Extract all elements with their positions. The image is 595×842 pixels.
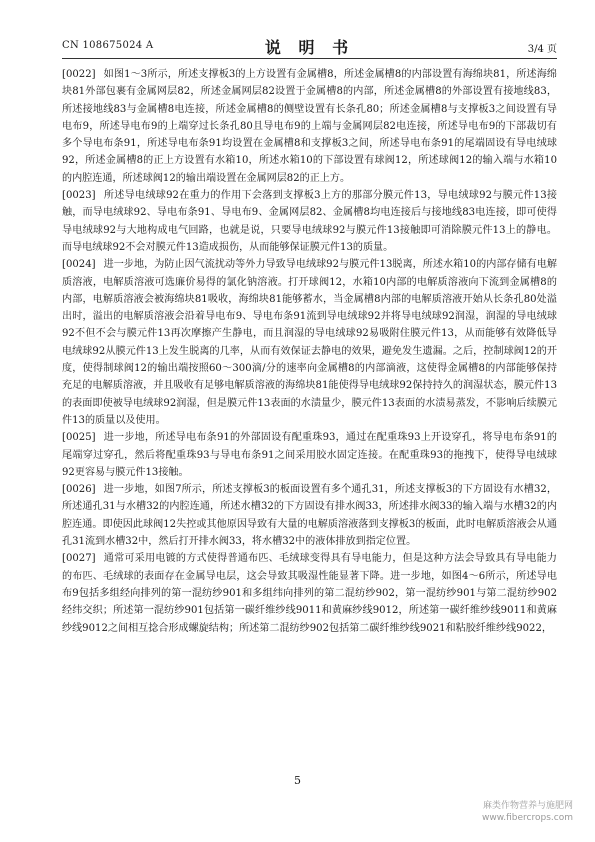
paragraph-number: [0024] [62, 259, 96, 271]
watermark-site-name: 麻类作物营养与施肥网 [482, 801, 573, 811]
page-header [62, 34, 557, 59]
paragraph-number: [0022] [62, 69, 96, 80]
paragraph-text: 进一步地，如图7所示，所述支撑板3的板面设置有多个通孔31，所述支撑板3的下方固设有水槽32，所述通孔31与水槽32的内腔连通，所述水槽32的下方固设有排水阀33，所述排水阀33的输入端与水槽32的内腔连通。即使因此球阀12失控或其他原因导致有大量的电解质溶液落到支撑板3的板面，此时电解质溶液会从通孔31流到水槽32中，然后打开排水阀33，将水槽32中的液体排放到指定位置。 [62, 484, 557, 548]
paragraph-text: 进一步地，所述导电布条91的外部固设有配重珠93，通过在配重珠93上开设穿孔，将导电布条91的尾端穿过穿孔，然后将配重珠93与导电布条91之间采用胶水固定连接。在配重珠93的拖拽下，使得导电绒球92更容易与膜元件13接触。 [62, 432, 557, 478]
paragraph-number: [0023] [62, 190, 96, 202]
watermark-url: www.fibercrops.com [482, 813, 573, 823]
paragraph-text: 通常可采用电镀的方式使得普通布匹、毛绒球变得具有导电能力，但是这种方法会导致具有导电能力的布匹、毛绒球的表面存在金属导电层，这会导致其吸湿性能显著下降。进一步地，如图4～6所示，所述导电布9包括多组经向排列的第一混纺纱901和多组纬向排列的第二混纺纱902，第一混纺纱901与第二混纺纱902经纬交织；所述第一混纺纱901包括第一碳纤维纱线9011和黄麻纱线9012，所述第一碳纤维纱线9011和黄麻纱线9012之间相互捻合形成螺旋结构；所述第二混纺纱902包括第二碳纤维纱线9021和粘胶纤维纱线9022， [62, 553, 557, 634]
paragraph-number: [0027] [62, 553, 96, 565]
paragraph-text: 如图1～3所示，所述支撑板3的上方设置有金属槽8，所述金属槽8的内部设置有海绵块81，所述海绵块81外部包裹有金属网层82，所述金属网层82设置于金属槽8的内部，所述金属槽8的外部设置有接地线83，所述接地线83与金属槽8电连接，所述金属槽8的侧壁设置有长条孔80；所述金属槽8与支撑板3之间设置有导电布9，所述导电布9的上端穿过长条孔80且导电布9的上端与金属网层82电连接，所述导电布9的下部裁切有多个导电布条91，所述导电布条91均设置在金属槽8和支撑板3之间，所述导电布条91的尾端固设有导电绒球92，所述金属槽8的正上方设置有水箱10，所述水箱10的下部设置有球阀12，所述球阀12的输入端与水箱10的内腔连通，所述球阀12的输出端设置在金属网层82的正上方。 [62, 69, 557, 184]
site-watermark [482, 800, 573, 824]
paragraph-0025 [62, 429, 557, 481]
paragraph-0027 [62, 550, 557, 636]
page-indicator: 3/4 页 [527, 44, 557, 55]
publication-number: CN 108675024 A [62, 40, 154, 51]
paragraph-0024 [62, 256, 557, 429]
paragraph-0022 [62, 66, 557, 187]
paragraph-text: 进一步地，为防止因气流扰动等外力导致导电绒球92与膜元件13脱离，所述水箱10的内部存储有电解质溶液，电解质溶液可选廉价易得的氯化钠溶液。打开球阀12，水箱10内部的电解质溶液向下流到金属槽8的内部，电解质溶液会被海绵块81吸收，海绵块81能够蓄水，当金属槽8内部的电解质溶液开始从长条孔80处溢出时，溢出的电解质溶液会沿着导电布9、导电布条91流到导电绒球92并将导电绒球92润湿，润湿的导电绒球92不但不会与膜元件13再次摩擦产生静电，而且润湿的导电绒球92易吸附住膜元件13，从而能够有效降低导电绒球92从膜元件13上发生脱离的几率，从而有效保证去静电的效果，避免发生遗漏。之后，控制球阀12的开度，使得制球阀12的输出端按照60～300滴/分的速率向金属槽8的内部滴液，这使得金属槽8的内部能够保持充足的电解质溶液，并且吸收有足够电解质溶液的海绵块81能使得导电绒球92保持持久的润湿状态，膜元件13的表面即使被导电绒球92润湿，但是膜元件13表面的水渍量少，膜元件13表面的水渍易蒸发，不影响后续膜元件13的质量以及使用。 [62, 259, 557, 426]
paragraph-0023 [62, 187, 557, 256]
page-number: 5 [294, 774, 301, 787]
paragraph-0026 [62, 481, 557, 550]
paragraph-number: [0025] [62, 432, 96, 444]
paragraph-number: [0026] [62, 484, 96, 496]
paragraph-text: 所述导电绒球92在重力的作用下会落到支撑板3上方的那部分膜元件13，导电绒球92与膜元件13接触，而导电绒球92、导电布条91、导电布9、金属网层82、金属槽8均电连接后与接地线83电连接，即可使得导电绒球92与大地构成电气回路，也就是说，只要导电绒球92与膜元件13接触即可消除膜元件13上的静电。而导电绒球92不会对膜元件13造成损伤，从而能够保证膜元件13的质量。 [62, 190, 557, 253]
document-body [62, 66, 557, 637]
document-title: 说 明 书 [264, 38, 355, 57]
